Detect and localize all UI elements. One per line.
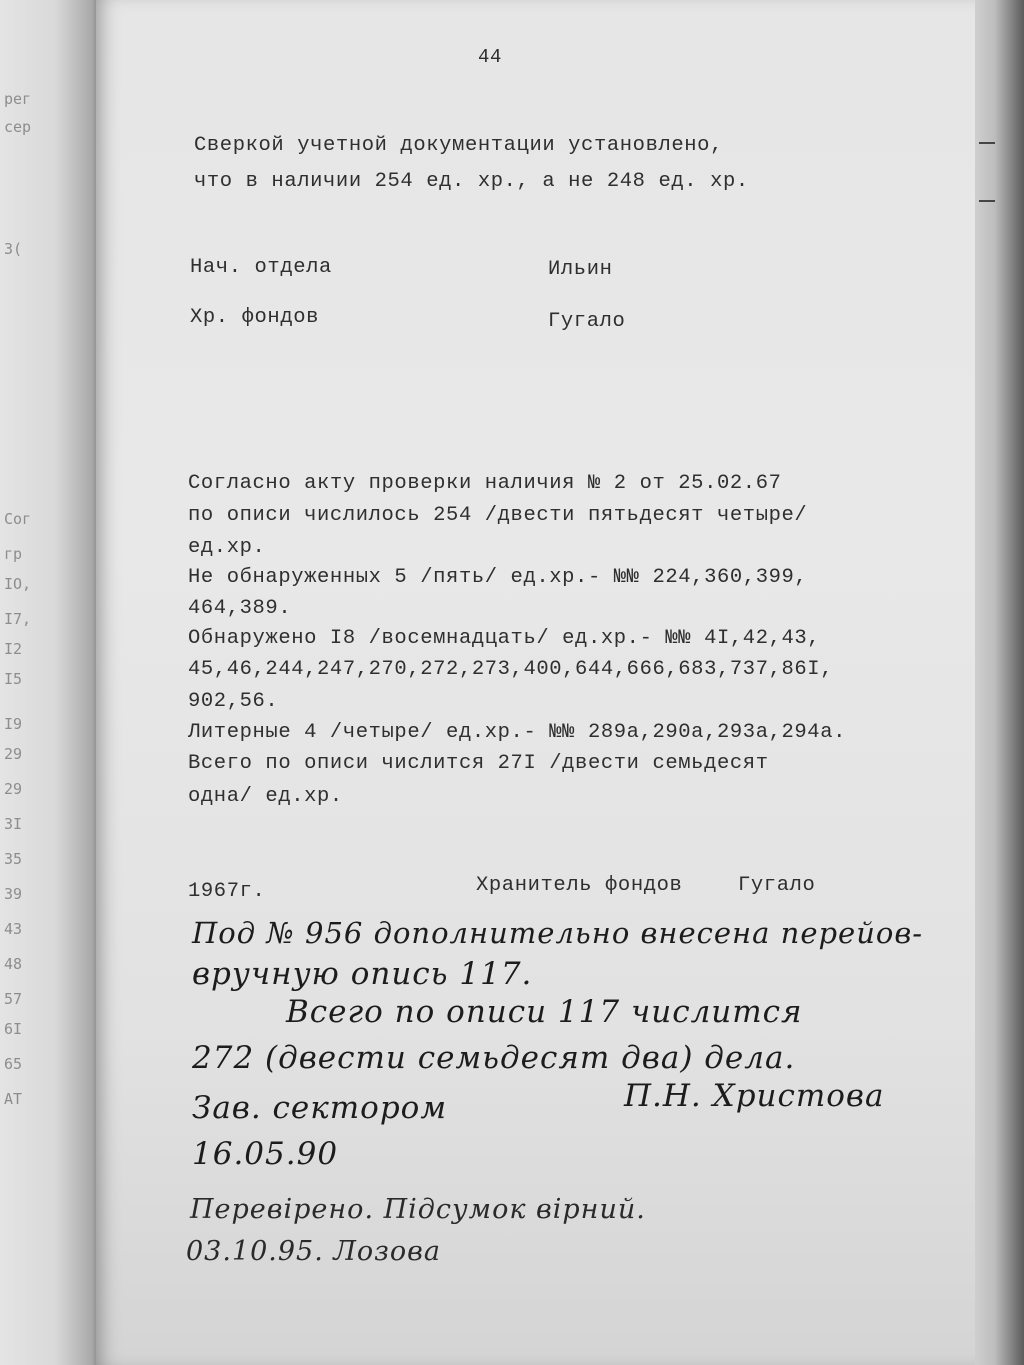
act-line: Литерные 4 /четыре/ ед.хр.- №№ 289а,290а,293а,294а. xyxy=(188,721,847,744)
act-line: Согласно акту проверки наличия № 2 от 25.02.67 xyxy=(188,472,782,495)
fund-keeper-label: Хр. фондов xyxy=(190,306,320,329)
handwritten-note-line-1: Под № 956 дополнительно внесена перейов- xyxy=(192,916,924,950)
facing-page-ghost-text: I7, xyxy=(4,610,32,628)
verification-line-2: что в наличии 254 ед. хр., а не 248 ед. хр. xyxy=(194,170,749,193)
footer-name: Гугало xyxy=(738,874,816,897)
act-line: по описи числилось 254 /двести пятьдесят четыре/ xyxy=(188,504,808,527)
facing-page-ghost-text: 48 xyxy=(4,955,23,973)
handwritten-note-line-3: Всего по описи 117 числится xyxy=(286,994,803,1030)
handwritten-note-line-5: Зав. сектором xyxy=(192,1090,448,1126)
facing-page-edge xyxy=(0,0,100,1365)
facing-page-ghost-text: 29 xyxy=(4,745,23,763)
facing-page-ghost-text: гр xyxy=(4,545,23,563)
footer-role: Хранитель фондов xyxy=(476,874,683,897)
edge-tab-mark xyxy=(979,200,995,202)
page-stack-edge xyxy=(975,0,1024,1365)
head-of-department-label: Нач. отдела xyxy=(190,256,332,279)
facing-page-ghost-text: сер xyxy=(4,118,32,136)
act-line: Не обнаруженных 5 /пять/ ед.хр.- №№ 224,360,399, xyxy=(188,566,808,589)
handwritten-check-line-2: 03.10.95. Лозова xyxy=(186,1236,441,1267)
handwritten-note-line-4: 272 (двести семьдесят два) дела. xyxy=(192,1040,796,1076)
act-line: одна/ ед.хр. xyxy=(188,785,343,808)
facing-page-ghost-text: 57 xyxy=(4,990,23,1008)
act-line: 45,46,244,247,270,272,273,400,644,666,683,737,86I, xyxy=(188,658,834,681)
facing-page-ghost-text: I2 xyxy=(4,640,23,658)
act-line: ед.хр. xyxy=(188,536,266,559)
facing-page-ghost-text: AT xyxy=(4,1090,23,1108)
facing-page-ghost-text: 65 xyxy=(4,1055,23,1073)
facing-page-ghost-text: 6I xyxy=(4,1020,23,1038)
facing-page-ghost-text: 29 xyxy=(4,780,23,798)
facing-page-ghost-text: I9 xyxy=(4,715,23,733)
facing-page-ghost-text: Сог xyxy=(4,510,32,528)
fund-keeper-name: Гугало xyxy=(548,310,626,333)
footer-year: 1967г. xyxy=(188,880,266,903)
facing-page-ghost-text: 3( xyxy=(4,240,23,258)
act-line: 902,56. xyxy=(188,690,279,713)
handwritten-signature: П.Н. Христова xyxy=(624,1078,885,1114)
facing-page-ghost-text: 43 xyxy=(4,920,23,938)
facing-page-ghost-text: 35 xyxy=(4,850,23,868)
handwritten-note-line-2: вручную опись 117. xyxy=(192,956,533,992)
verification-line-1: Сверкой учетной документации установлено, xyxy=(194,134,723,157)
edge-tab-mark xyxy=(979,142,995,144)
facing-page-ghost-text: IO, xyxy=(4,575,32,593)
facing-page-ghost-text: I5 xyxy=(4,670,23,688)
facing-page-ghost-text: 39 xyxy=(4,885,23,903)
page-number: 44 xyxy=(478,46,503,68)
act-line: Всего по описи числится 27I /двести семьдесят xyxy=(188,752,769,775)
facing-page-ghost-text: рег xyxy=(4,90,32,108)
head-of-department-name: Ильин xyxy=(548,258,613,281)
facing-page-ghost-text: 3I xyxy=(4,815,23,833)
act-line: Обнаружено I8 /восемнадцать/ ед.хр.- №№ 4I,42,43, xyxy=(188,627,821,650)
act-line: 464,389. xyxy=(188,597,292,620)
handwritten-check-line-1: Перевірено. Підсумок вірний. xyxy=(190,1194,646,1225)
handwritten-note-date: 16.05.90 xyxy=(192,1136,339,1172)
